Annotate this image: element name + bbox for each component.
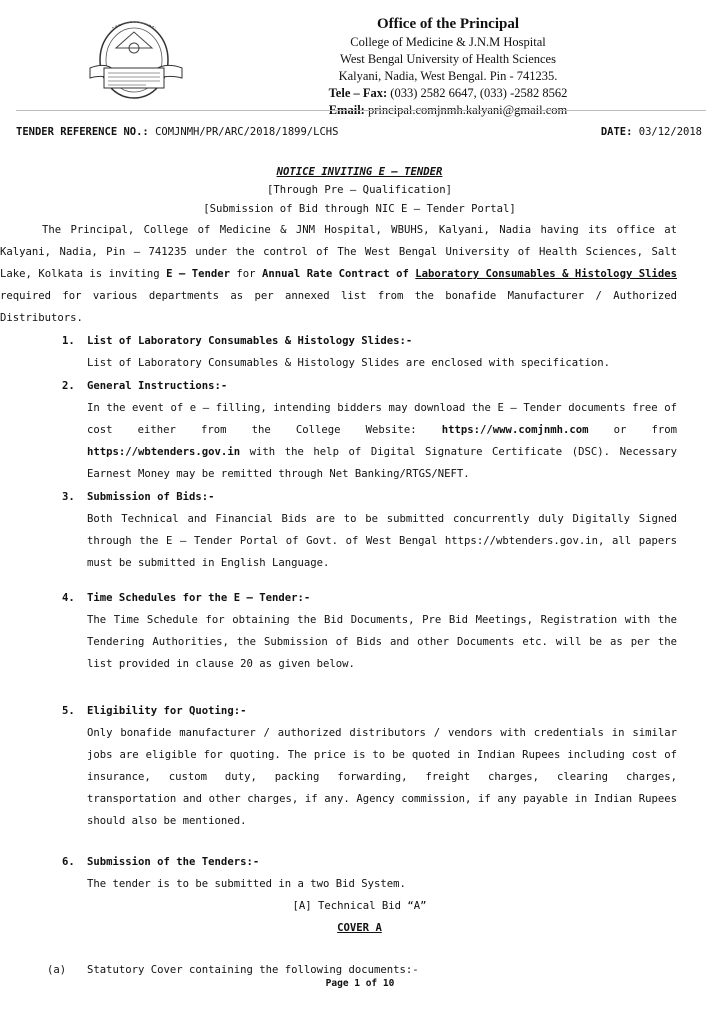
intro-paragraph [0, 219, 677, 329]
date-block [601, 126, 702, 138]
office-title: Office of the Principal [376, 16, 520, 32]
section-text: or from [588, 424, 677, 436]
section-2 [42, 375, 677, 485]
header-divider [16, 110, 706, 111]
tender-reference-label: TENDER REFERENCE NO.: [16, 126, 149, 138]
section-heading [42, 486, 677, 508]
page-number: Page 1 of 10 [325, 978, 395, 989]
section-text: with the help of Digital Signature Certificate (DSC). Necessary Earnest Money may be remitted through Net Banking/RTGS/NEFT. [87, 446, 677, 480]
section-4 [42, 587, 677, 675]
tender-reference-row [16, 126, 702, 138]
spacer [42, 939, 677, 959]
section-3 [42, 486, 677, 574]
section-title: Eligibility for Quoting:- [87, 705, 247, 717]
letterhead [0, 14, 720, 117]
college-website-link[interactable]: https://www.comjnmh.com [441, 424, 589, 436]
document-body [0, 163, 678, 981]
section-title: Submission of the Tenders:- [87, 856, 260, 868]
section-number: 3. [62, 491, 75, 503]
address-line: Kalyani, Nadia, West Bengal. Pin - 741235. [338, 69, 558, 83]
university-seal-logo [86, 18, 186, 104]
section-heading [42, 587, 677, 609]
intro-text-end: required for various departments as per annexed list from the bonafide Manufacturer / Authorized Distributors. [0, 290, 677, 324]
sub-item-text: Statutory Cover containing the following documents:- [87, 964, 419, 976]
telephone-value: (033) 2582 6647, (033) -2582 8562 [387, 86, 568, 100]
notice-subtitle-2: [Submission of Bid through NIC E – Tender Portal] [203, 203, 516, 215]
section-6 [42, 851, 677, 981]
section-5 [42, 700, 677, 832]
section-body: The tender is to be submitted in a two Bid System. [87, 878, 406, 890]
section-heading [42, 700, 677, 722]
section-heading [42, 330, 677, 352]
college-name: College of Medicine & J.N.M Hospital [350, 35, 546, 49]
sub-item-number: (a) [47, 964, 67, 976]
university-name: West Bengal University of Health Sciences [340, 52, 556, 66]
tender-reference-value: COMJNMH/PR/ARC/2018/1899/LCHS [148, 126, 339, 138]
email-label: Email: [328, 103, 365, 117]
section-number: 4. [62, 592, 75, 604]
section-heading [42, 375, 677, 397]
email-value: principal.comjnmh.kalyani@gmail.com [364, 103, 568, 117]
telephone-line [262, 85, 634, 102]
section-number: 5. [62, 705, 75, 717]
spacer [42, 675, 677, 699]
section-heading [42, 851, 677, 873]
section-body: Only bonafide manufacturer / authorized distributors / vendors with credentials in similar jobs are eligible for quoting. The price is to be quoted in Indian Rupees including cost of insurance, custom duty, packing forwarding, freight charges, clearing charges, transportation and other charges, if any. Agency commission, if any payable in Indian Rupees should also be mentioned. [87, 727, 677, 827]
section-title: Submission of Bids:- [87, 491, 215, 503]
spacer [42, 574, 677, 586]
section-title: General Instructions:- [87, 380, 228, 392]
section-body [42, 397, 677, 485]
intro-etender: E – Tender [166, 268, 230, 280]
wbtenders-link[interactable]: https://wbtenders.gov.in [87, 446, 241, 458]
section-body: List of Laboratory Consumables & Histology Slides are enclosed with specification. [87, 357, 610, 369]
date-value: 03/12/2018 [632, 126, 702, 138]
notice-title: NOTICE INVITING E – TENDER [276, 166, 443, 178]
intro-items: Laboratory Consumables & Histology Slides [415, 268, 678, 280]
telephone-label: Tele – Fax: [328, 86, 388, 100]
intro-contract: Annual Rate Contract of [261, 268, 416, 280]
cover-a-heading: COVER A [337, 922, 382, 934]
section-body: The Time Schedule for obtaining the Bid Documents, Pre Bid Meetings, Registration with the Tendering Authorities, the Submission of Bids and other Documents etc. will be as per the list provided in clause 20 as given below. [87, 614, 677, 670]
technical-bid-label: [A] Technical Bid “A” [292, 900, 427, 912]
section-number: 2. [62, 380, 75, 392]
section-1 [42, 330, 677, 374]
section-number: 6. [62, 856, 75, 868]
spacer [42, 832, 677, 850]
section-body: Both Technical and Financial Bids are to be submitted concurrently duly Digitally Signed through the E – Tender Portal of Govt. of West Bengal https://wbtenders.gov.in, all papers must be submitted in English Language. [87, 513, 677, 569]
date-label: DATE: [600, 126, 633, 138]
section-number: 1. [62, 335, 75, 347]
intro-for: for [229, 268, 262, 280]
notice-subtitle-1: [Through Pre – Qualification] [267, 184, 452, 196]
section-text: In the event of e – filling, intending bidders may download the E – Tender documents free of cost either from the College Website: [87, 402, 677, 436]
intro-text: The Principal, College of Medicine & JNM Hospital, WBUHS, Kalyani, Nadia having its office at Kalyani, Nadia, Pin – 741235 under the control of The West Bengal University of Health Sciences, Salt Lake, Kolkata is inviting [0, 224, 677, 280]
section-title: Time Schedules for the E – Tender:- [87, 592, 311, 604]
section-title: List of Laboratory Consumables & Histology Slides:- [87, 335, 413, 347]
